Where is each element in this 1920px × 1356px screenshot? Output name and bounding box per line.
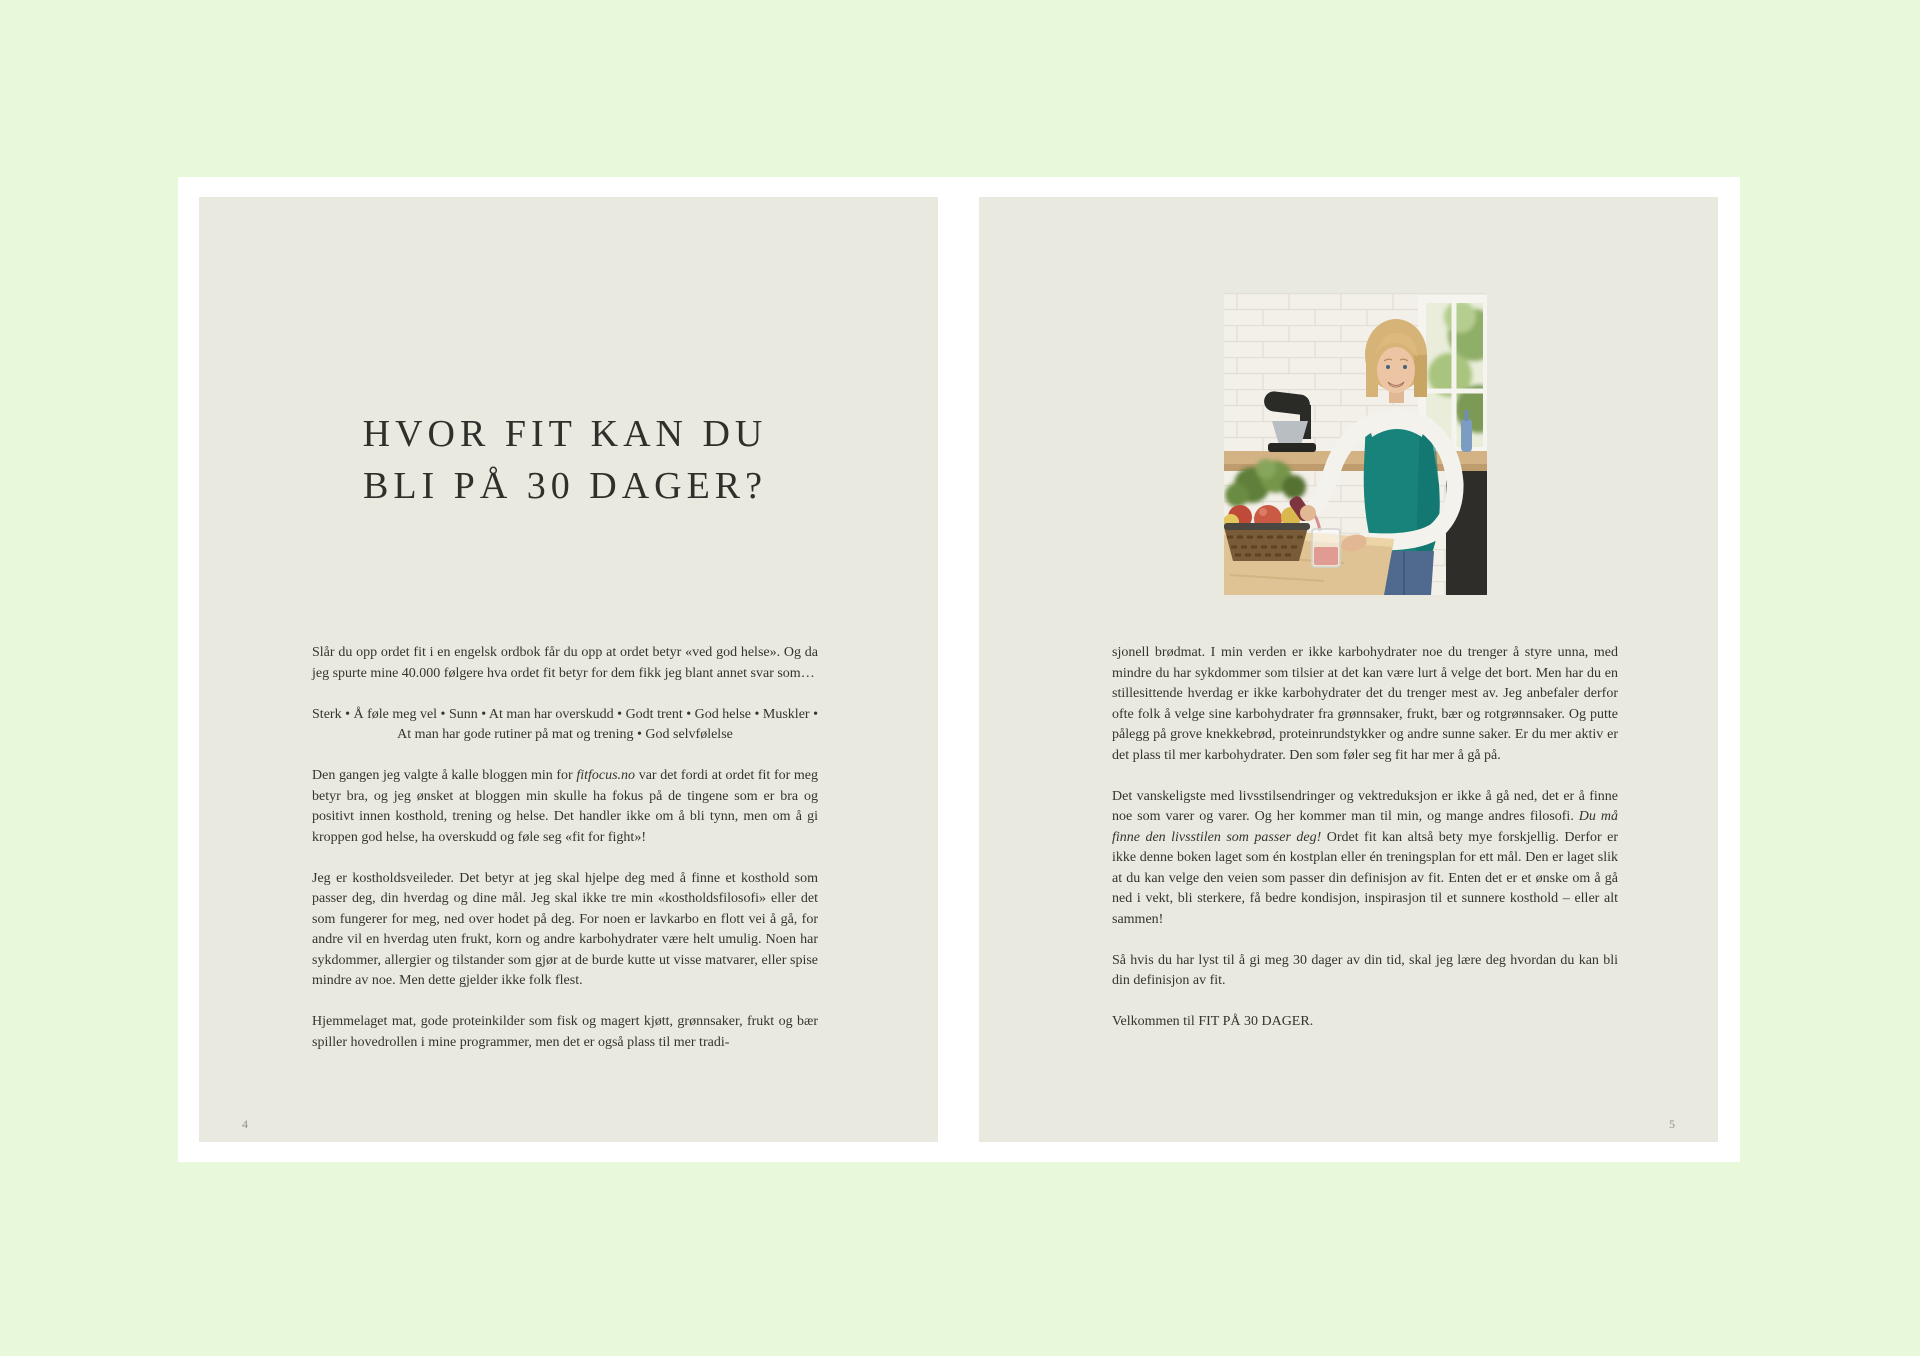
left-hand: [1300, 505, 1316, 521]
paragraph: Det vanskeligste med livsstilsendringer og vektreduksjon er ikke å gå ned, det er å finne noe som varer og varer. Og her kommer man til min, og mange andres filosofi. Du må finne den livsstilen som passer deg! Ordet fit kan altså bety mye forskjellig. Derfor er ikke denne boken laget som én kostplan eller én treningsplan for ett mål. Den er laget slik at du kan velge den veien som passer din definisjon av fit. Enten det er et ønske om å gå ned i vekt, bli sterkere, få bedre kondisjon, inspirasjon til et sunnere kosthold – eller alt sammen!: [1112, 788, 1618, 927]
right-page-body: [1112, 643, 1618, 1053]
page-number-left: 4: [242, 1117, 248, 1131]
paragraph: Velkommen til FIT PÅ 30 DAGER.: [1112, 1014, 1314, 1029]
right-page: [979, 197, 1718, 1142]
kitchen-photo: [1224, 293, 1487, 595]
paragraph: Den gangen jeg valgte å kalle bloggen min for fitfocus.no var det fordi at ordet fit for meg betyr bra, og jeg ønsket at bloggen min skulle ha fokus på de tingene som er bra og positivt innen kosthold, trening og helse. Det handler ikke om å bli tynn, men om å gi kroppen god helse, ha overskudd og føle seg «fit for fight»!: [312, 768, 818, 845]
book-sheet: [178, 177, 1740, 1162]
chapter-title-line-1: HVOR FIT KAN DU: [362, 413, 768, 455]
paragraph: sjonell brødmat. I min verden er ikke karbohydrater noe du trenger å styre unna, med mindre du har sykdommer som tilsier at det kan være lurt å velge det bort. Men har du en stillesittende hverdag er ikke karbohydrater det du trenger mest av. Jeg anbefaler derfor ofte folk å velge sine karbohydrater fra grønnsaker, frukt, bær og rotgrønnsaker. Og putte pålegg på grove knekkebrød, proteinrundstykker og andre sunne saker. Er du mer aktiv er det plass til mer karbohydrater. Den som føler seg fit har mer å gå på.: [1112, 645, 1618, 763]
left-page: [199, 197, 938, 1142]
paragraph: Hjemmelaget mat, gode proteinkilder som fisk og magert kjøtt, grønnsaker, frukt og bær spiller hovedrollen i mine programmer, men det er også plass til mer tradi-: [312, 1014, 818, 1050]
page-number-right: 5: [1669, 1117, 1675, 1131]
paragraph: Så hvis du har lyst til å gi meg 30 dager av din tid, skal jeg lære deg hvordan du kan bli din definisjon av fit.: [1112, 952, 1618, 988]
left-page-body: [312, 643, 818, 1074]
chapter-title: [312, 408, 818, 512]
paragraph: Slår du opp ordet fit i en engelsk ordbok får du opp at ordet betyr «ved god helse». Og da jeg spurte mine 40.000 følgere hva ordet fit betyr for dem fikk jeg blant annet svar som…: [312, 645, 818, 681]
chapter-title-line-2: BLI PÅ 30 DAGER?: [362, 465, 768, 507]
paragraph: Jeg er kostholdsveileder. Det betyr at jeg skal hjelpe deg med å finne et kosthold som passer deg, din hverdag og dine mål. Jeg skal ikke tre min «kostholdsfilosofi» eller det som fungerer for meg, ned over hodet på deg. For noen er lavkarbo en flott vei å gå, for andre vil en hverdag uten frukt, korn og andre karbohydrater være helt umulig. Noen har sykdommer, allergier og tilstander som gjør at de burde kutte ut visse matvarer, eller spise mindre av noe. Men dette gjelder ikke folk flest.: [312, 870, 818, 988]
paragraph: Sterk • Å føle meg vel • Sunn • At man har overskudd • Godt trent • God helse • Muskler • At man har gode rutiner på mat og trening • God selvfølelse: [312, 706, 818, 742]
